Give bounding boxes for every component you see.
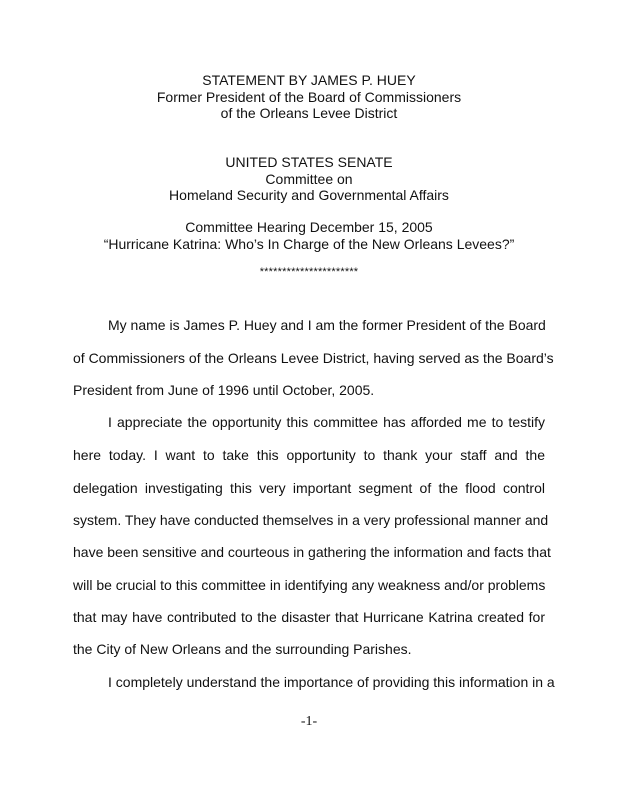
- body-line: My name is James P. Huey and I am the former President of the Board: [108, 317, 546, 333]
- hearing-title: “Hurricane Katrina: Who’s In Charge of the New Orleans Levees?”: [103, 235, 515, 252]
- page-number: -1-: [300, 714, 318, 729]
- speaker-role: Former President of the Board of Commissioners: [156, 88, 462, 105]
- body-line: that may have contributed to the disaster that Hurricane Katrina created for: [73, 609, 545, 625]
- hearing-heading: [0, 219, 618, 252]
- senate-title: UNITED STATES SENATE: [225, 154, 393, 170]
- speaker-organization: of the Orleans Levee District: [220, 105, 398, 121]
- body-line: I appreciate the opportunity this committee has afforded me to testify: [108, 414, 545, 430]
- statement-heading: [0, 72, 618, 122]
- body-line: will be crucial to this committee in identifying any weakness and/or problems: [73, 577, 546, 593]
- body-line: I completely understand the importance of providing this information in a: [108, 674, 555, 690]
- body-line: of Commissioners of the Orleans Levee District, having served as the Board’s: [73, 350, 554, 366]
- body-line: here today. I want to take this opportunity to thank your staff and the: [73, 447, 545, 463]
- statement-title: STATEMENT BY JAMES P. HUEY: [202, 72, 416, 88]
- hearing-date: Committee Hearing December 15, 2005: [185, 219, 433, 235]
- body-line: President from June of 1996 until October, 2005.: [73, 382, 375, 398]
- body-line: delegation investigating this very important segment of the flood control: [73, 480, 545, 496]
- body-line: system. They have conducted themselves in a very professional manner and: [73, 512, 549, 528]
- committee-label: Committee on: [265, 170, 353, 187]
- body-line: the City of New Orleans and the surrounding Parishes.: [73, 641, 412, 657]
- committee-heading: [0, 154, 618, 204]
- body-line: have been sensitive and courteous in gathering the information and facts that: [73, 544, 551, 560]
- committee-name: Homeland Security and Governmental Affairs: [169, 187, 449, 203]
- asterisk-separator: **********************: [259, 266, 359, 278]
